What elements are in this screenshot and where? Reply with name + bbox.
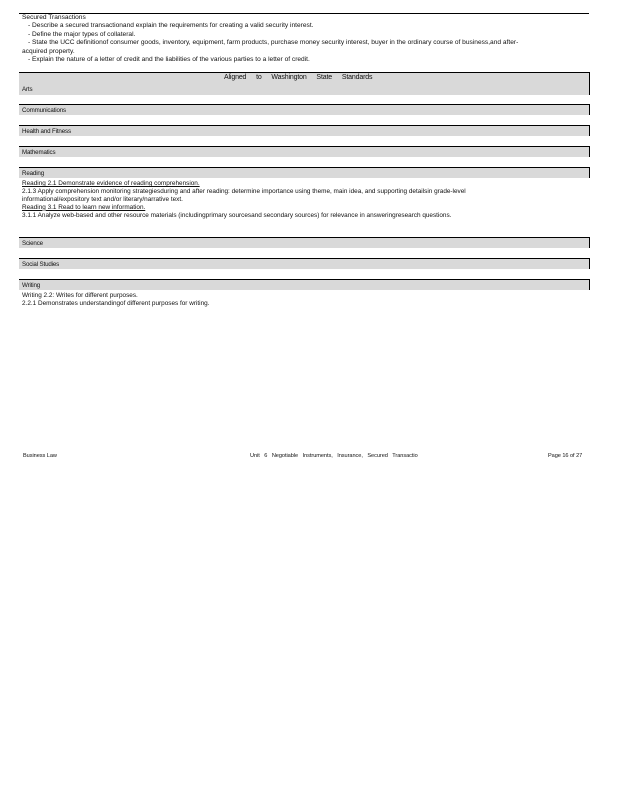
standards-header-bar	[19, 72, 590, 95]
objective-item: - State the UCC definitionof consumer goods, inventory, equipment, farm products, purchase money security interest, buyer in the ordinary course of business,and after-	[28, 39, 519, 47]
section-bar-health	[19, 125, 590, 136]
writing-standard-text: 2.2.1 Demonstrates understandingof different purposes for writing.	[22, 299, 210, 307]
section-bar-communications	[19, 104, 590, 115]
objectives-title: Secured Transactions	[22, 14, 86, 21]
section-bar-mathematics	[19, 146, 590, 157]
section-label-reading: Reading	[22, 170, 44, 177]
writing-standards	[22, 292, 582, 308]
reading-standard-text: 3.1.1 Analyze web-based and other resource materials (includingprimary sourcesand secondary sources) for relevance in answeringresearch questions.	[22, 211, 452, 219]
objective-item: - Explain the nature of a letter of credit and the liabilities of the various parties to a letter of credit.	[28, 56, 310, 64]
reading-standard-title: Reading 3.1 Read to learn new information.	[22, 203, 146, 211]
standards-header-title: Aligned to Washington State Standards	[224, 74, 373, 81]
section-bar-reading	[19, 167, 590, 178]
objective-item: - Describe a secured transactionand explain the requirements for creating a valid security interest.	[28, 22, 314, 30]
reading-standard-title: Reading 2.1 Demonstrate evidence of reading comprehension.	[22, 180, 200, 187]
section-label-social-studies: Social Studies	[22, 261, 60, 268]
section-label-arts: Arts	[22, 86, 33, 93]
section-label-communications: Communications	[22, 107, 66, 114]
section-bar-science	[19, 237, 590, 248]
section-bar-writing	[19, 279, 590, 290]
reading-standards	[22, 180, 582, 220]
objective-item: - Define the major types of collateral.	[28, 30, 136, 38]
footer-course: Business Law	[23, 453, 57, 459]
reading-standard-text: 2.1.3 Apply comprehension monitoring strategiesduring and after reading: determine importance using theme, main idea, and supporting detailsin grade-level	[22, 187, 466, 195]
footer-page-number: Page 16 of 27	[548, 453, 583, 459]
section-label-science: Science	[22, 240, 43, 247]
footer-unit: Unit 6 Negotiable Instruments, Insurance, Secured Transactio	[250, 453, 418, 459]
section-label-writing: Writing	[22, 282, 41, 289]
section-bar-social-studies	[19, 258, 590, 269]
objectives-block	[20, 14, 590, 64]
reading-standard-text: informational/expository text and/or literary/narrative text.	[22, 195, 183, 203]
writing-standard-title: Writing 2.2: Writes for different purposes.	[22, 292, 138, 299]
section-label-health: Health and Fitness	[22, 128, 71, 135]
objective-item-continuation: acquired property.	[22, 47, 75, 55]
section-label-mathematics: Mathematics	[22, 149, 56, 156]
